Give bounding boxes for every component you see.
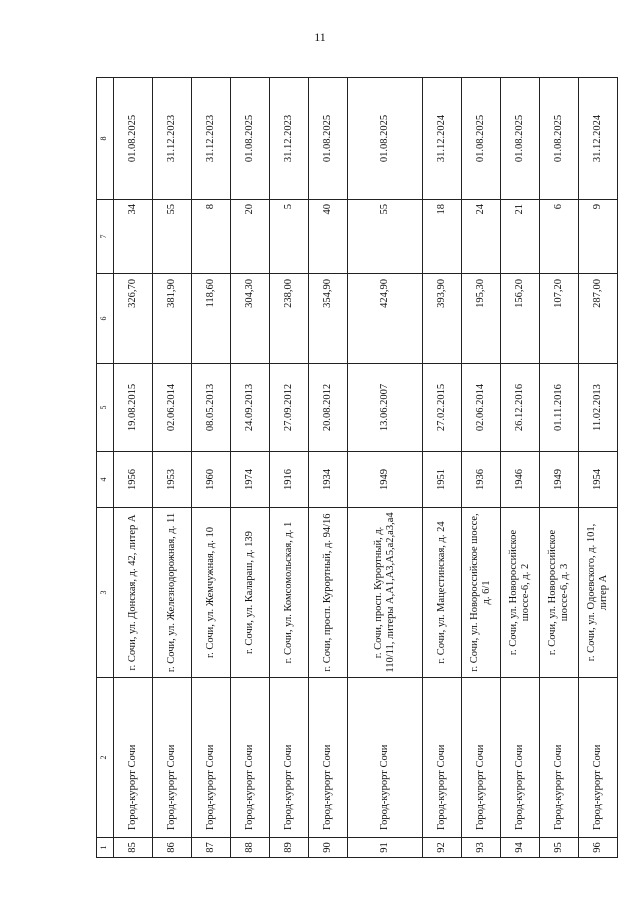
date-cell: 13.06.2007 (347, 364, 422, 452)
year-built-cell: 1951 (422, 452, 461, 508)
table-row (191, 78, 230, 858)
address-cell: г. Сочи, ул. Новороссийское шоссе-6, д. 2 (500, 508, 539, 678)
row-number: 96 (578, 838, 617, 858)
date-cell: 27.02.2015 (422, 364, 461, 452)
date-cell: 26.12.2016 (500, 364, 539, 452)
table-row (113, 78, 152, 858)
municipality-cell: Город-курорт Сочи (500, 678, 539, 838)
count-cell: 6 (539, 200, 578, 274)
deadline-cell: 31.12.2023 (191, 78, 230, 200)
column-number: 2 (97, 678, 114, 838)
area-cell: 238,00 (269, 274, 308, 364)
area-cell: 107,20 (539, 274, 578, 364)
count-cell: 20 (230, 200, 269, 274)
deadline-cell: 31.12.2023 (269, 78, 308, 200)
row-number: 95 (539, 838, 578, 858)
year-built-cell: 1949 (347, 452, 422, 508)
rotated-table-wrapper (96, 78, 618, 858)
year-built-cell: 1946 (500, 452, 539, 508)
area-cell: 381,90 (152, 274, 191, 364)
count-cell: 18 (422, 200, 461, 274)
deadline-cell: 01.08.2025 (113, 78, 152, 200)
date-cell: 02.06.2014 (152, 364, 191, 452)
row-number: 92 (422, 838, 461, 858)
count-cell: 9 (578, 200, 617, 274)
year-built-cell: 1936 (461, 452, 500, 508)
municipality-cell: Город-курорт Сочи (269, 678, 308, 838)
row-number: 90 (308, 838, 347, 858)
municipality-cell: Город-курорт Сочи (461, 678, 500, 838)
address-cell: г. Сочи, ул. Донская, д. 42, литер А (113, 508, 152, 678)
municipality-cell: Город-курорт Сочи (308, 678, 347, 838)
year-built-cell: 1949 (539, 452, 578, 508)
address-cell: г. Сочи, ул. Калараш, д. 139 (230, 508, 269, 678)
table-row (152, 78, 191, 858)
count-cell: 34 (113, 200, 152, 274)
municipality-cell: Город-курорт Сочи (347, 678, 422, 838)
area-cell: 156,20 (500, 274, 539, 364)
count-cell: 55 (347, 200, 422, 274)
municipality-cell: Город-курорт Сочи (578, 678, 617, 838)
address-cell: г. Сочи, ул. Новороссийское шоссе, д. 6/1 (461, 508, 500, 678)
area-cell: 354,90 (308, 274, 347, 364)
municipality-cell: Город-курорт Сочи (230, 678, 269, 838)
area-cell: 118,60 (191, 274, 230, 364)
address-cell: г. Сочи, ул. Новороссийское шоссе-6, д. 3 (539, 508, 578, 678)
year-built-cell: 1916 (269, 452, 308, 508)
deadline-cell: 31.12.2024 (578, 78, 617, 200)
count-cell: 5 (269, 200, 308, 274)
page-number: 11 (314, 30, 326, 44)
table-row (230, 78, 269, 858)
column-number: 7 (97, 200, 114, 274)
table-row (269, 78, 308, 858)
count-cell: 55 (152, 200, 191, 274)
address-cell: г. Сочи, ул. Жемчужная, д. 10 (191, 508, 230, 678)
address-cell: г. Сочи, ул. Комсомольская, д. 1 (269, 508, 308, 678)
date-cell: 27.09.2012 (269, 364, 308, 452)
count-cell: 40 (308, 200, 347, 274)
year-built-cell: 1953 (152, 452, 191, 508)
area-cell: 304,30 (230, 274, 269, 364)
row-number: 87 (191, 838, 230, 858)
area-cell: 287,00 (578, 274, 617, 364)
year-built-cell: 1956 (113, 452, 152, 508)
column-number-row (97, 78, 114, 858)
area-cell: 424,90 (347, 274, 422, 364)
date-cell: 20.08.2012 (308, 364, 347, 452)
count-cell: 24 (461, 200, 500, 274)
count-cell: 8 (191, 200, 230, 274)
housing-table (96, 77, 618, 858)
address-cell: г. Сочи, просп. Курортный, д. 110/11, литеры А,А1,А3,А5,а2,а3,а4 (347, 508, 422, 678)
year-built-cell: 1960 (191, 452, 230, 508)
column-number: 1 (97, 838, 114, 858)
municipality-cell: Город-курорт Сочи (113, 678, 152, 838)
row-number: 89 (269, 838, 308, 858)
area-cell: 393,90 (422, 274, 461, 364)
year-built-cell: 1934 (308, 452, 347, 508)
date-cell: 01.11.2016 (539, 364, 578, 452)
deadline-cell: 01.08.2025 (539, 78, 578, 200)
deadline-cell: 01.08.2025 (347, 78, 422, 200)
table-row (578, 78, 617, 858)
area-cell: 326,70 (113, 274, 152, 364)
row-number: 86 (152, 838, 191, 858)
table-row (500, 78, 539, 858)
date-cell: 24.09.2013 (230, 364, 269, 452)
year-built-cell: 1954 (578, 452, 617, 508)
address-cell: г. Сочи, ул. Мацестинская, д. 24 (422, 508, 461, 678)
deadline-cell: 31.12.2024 (422, 78, 461, 200)
municipality-cell: Город-курорт Сочи (422, 678, 461, 838)
municipality-cell: Город-курорт Сочи (152, 678, 191, 838)
deadline-cell: 31.12.2023 (152, 78, 191, 200)
row-number: 93 (461, 838, 500, 858)
deadline-cell: 01.08.2025 (500, 78, 539, 200)
table-row (539, 78, 578, 858)
area-cell: 195,30 (461, 274, 500, 364)
table-row (461, 78, 500, 858)
table-row (308, 78, 347, 858)
date-cell: 02.06.2014 (461, 364, 500, 452)
deadline-cell: 01.08.2025 (308, 78, 347, 200)
column-number: 3 (97, 508, 114, 678)
deadline-cell: 01.08.2025 (230, 78, 269, 200)
row-number: 94 (500, 838, 539, 858)
column-number: 5 (97, 364, 114, 452)
row-number: 85 (113, 838, 152, 858)
year-built-cell: 1974 (230, 452, 269, 508)
table-row (422, 78, 461, 858)
municipality-cell: Город-курорт Сочи (539, 678, 578, 838)
address-cell: г. Сочи, ул. Одоевского, д. 101, литер А (578, 508, 617, 678)
date-cell: 19.08.2015 (113, 364, 152, 452)
address-cell: г. Сочи, ул. Железнодорожная, д. 11 (152, 508, 191, 678)
address-cell: г. Сочи, просп. Курортный, д. 94/16 (308, 508, 347, 678)
table-row (347, 78, 422, 858)
municipality-cell: Город-курорт Сочи (191, 678, 230, 838)
column-number: 8 (97, 78, 114, 200)
count-cell: 21 (500, 200, 539, 274)
column-number: 4 (97, 452, 114, 508)
date-cell: 11.02.2013 (578, 364, 617, 452)
date-cell: 08.05.2013 (191, 364, 230, 452)
deadline-cell: 01.08.2025 (461, 78, 500, 200)
column-number: 6 (97, 274, 114, 364)
row-number: 91 (347, 838, 422, 858)
row-number: 88 (230, 838, 269, 858)
